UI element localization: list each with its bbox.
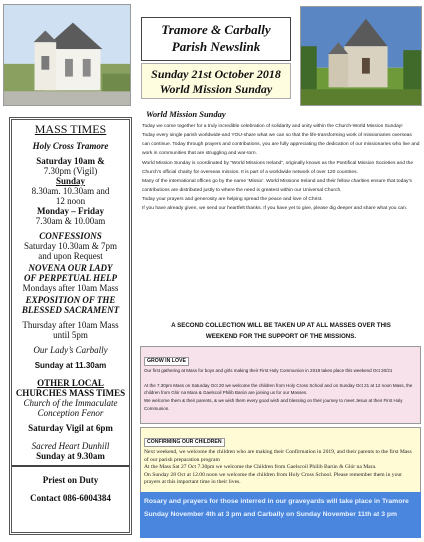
priest-on-duty-section xyxy=(12,465,129,503)
occasion-line: World Mission Sunday xyxy=(159,82,273,96)
title-line-1: Tramore & Carbally xyxy=(161,22,271,37)
fenor-church-2: Conception Fenor xyxy=(37,408,104,418)
exposition-time: Thursday after 10am Mass xyxy=(22,320,119,330)
carbally-time: Sunday at 11.30am xyxy=(34,361,107,370)
exposition-label: EXPOSITION OF THE xyxy=(25,295,116,305)
rosary-notice: Rosary and prayers for those interred in our graveyards will take place in Tramore Sunday November 4th at 3 pm and Carbally on Sunday November 11th at 3 pm xyxy=(140,492,421,538)
confirming-title: CONFIRMING OUR CHILDREN xyxy=(144,438,225,447)
article-paragraph: If you have already given, we send our heartfelt thanks. If you have yet to give, please dig deeper and share what you can. xyxy=(142,206,408,212)
weekday-times: 7.30am & 10.00am xyxy=(35,216,106,226)
saturday-times: 7.30pm (Vigil) xyxy=(43,166,98,176)
confirming-paragraph: Next weekend, we welcome the children who are making their Confirmation in 2019, and their parents to the first Mass of our parish preparation program xyxy=(144,449,412,463)
exposition-label-2: BLESSED SACRAMENT xyxy=(21,305,120,315)
sunday-label: Sunday xyxy=(55,176,86,186)
date-line: Sunday 21st October 2018 xyxy=(151,67,281,81)
fenor-time: Saturday Vigil at 6pm xyxy=(28,423,113,433)
article-paragraph: Today every single parish worldwide-and YOU-share what we can so that the life-transforming work of missionaries overseas can continue. Today through prayers and contributions, you are fully appreciating the dedication of our missionaries who live and work in communities that are struggling and war-torn. xyxy=(142,133,420,157)
weekday-label: Monday – Friday xyxy=(36,206,104,216)
novena-label-2: OF PERPETUAL HELP xyxy=(23,273,117,283)
dunhill-church: Sacred Heart Dunhill xyxy=(31,441,110,451)
exposition-time-2: until 5pm xyxy=(53,330,88,340)
saturday-label: Saturday 10am & xyxy=(36,156,105,166)
grow-in-love-paragraph: Our first gathering at Mass for boys and girls making their First Holy Communion in 2019 takes place this weekend Oct 20/21 xyxy=(144,368,393,373)
grow-in-love-paragraph: We welcome them & their parents, & we wish them every good wish and blessing on their journey to meet Jesus at their First Holy Communion. xyxy=(144,398,403,411)
article-title: World Mission Sunday xyxy=(146,109,226,119)
grow-in-love-title: GROW IN LOVE xyxy=(144,357,189,366)
article-paragraph: World Mission Sunday is coordinated by “World Missions Ireland”, originally known as the Pontifical Mission Societies and the Church’s official charity for overseas mission. It is part of a worldwide network of over 120 countries. xyxy=(142,160,414,175)
article-body xyxy=(142,122,420,214)
confessions-times-2: and upon Request xyxy=(38,251,103,261)
article-paragraph: Many of the international offices go by the name ‘Missio’. World Missions Ireland and their fellow charities ensure that today’s contributions are distributed justly to where the need is greatest within our Universal Church. xyxy=(142,178,412,194)
church-photo-right xyxy=(300,6,422,106)
grow-in-love-box xyxy=(140,346,421,424)
sunday-times: 8.30am. 10.30am and xyxy=(31,186,110,196)
article-paragraph: Today we come together for a truly incredible celebration of solidarity and unity within the Church-World Mission Sunday! xyxy=(142,124,403,129)
church-photo-left xyxy=(3,4,131,106)
article-paragraph: Today your prayers and generosity are helping spread the peace and love of Christ. xyxy=(142,197,323,203)
title-line-2: Parish Newslink xyxy=(171,39,261,54)
confirming-paragraph: At the Mass Sat 27 Oct 7.30pm we welcome the Children from Gaelscoil Philib Barún & Glór na Mara. xyxy=(144,464,377,471)
collection-notice xyxy=(142,320,420,342)
mass-times-heading: MASS TIMES xyxy=(34,122,107,136)
confessions-times: Saturday 10.30am & 7pm xyxy=(24,241,117,251)
confessions-label: CONFESSIONS xyxy=(39,231,102,241)
collection-line-2: WEEKEND FOR THE SUPPORT OF THE MISSIONS. xyxy=(205,333,357,340)
priest-on-duty: Priest on Duty xyxy=(42,475,99,485)
other-churches-label: OTHER LOCAL xyxy=(37,378,104,388)
carbally-label: Our Lady’s Carbally xyxy=(33,345,108,355)
confirming-box xyxy=(140,427,421,493)
dunhill-time: Sunday at 9.30am xyxy=(36,451,105,461)
novena-time: Mondays after 10am Mass xyxy=(22,283,119,293)
grow-in-love-paragraph: At the 7.30pm Mass on Saturday Oct 20 we welcome the children from Holy Cross School and on Sunday Oct 21 at 12 noon Mass, the children from Glór na Mara & Gaelscoil Philib Barún are joining us for our Masses. xyxy=(144,382,413,396)
date-banner xyxy=(141,63,291,99)
contact-number: Contact 086-6004384 xyxy=(30,493,111,503)
sunday-times-2: 12 noon xyxy=(55,196,86,206)
collection-line-1: A SECOND COLLECTION WILL BE TAKEN UP AT ALL MASSES OVER THIS xyxy=(171,322,391,329)
confirming-paragraph: On Sunday 28 Oct at 12.00 noon we welcome the children from Holy Cross School. Please remember them in your prayers at this important time in their lives. xyxy=(144,471,403,486)
mass-times-panel xyxy=(9,117,132,535)
newsletter-title xyxy=(141,17,291,61)
novena-label: NOVENA OUR LADY xyxy=(28,263,113,273)
fenor-church: Church of the Immaculate xyxy=(23,398,118,408)
other-churches-label-2: CHURCHES MASS TIMES xyxy=(15,388,126,398)
church-name: Holy Cross Tramore xyxy=(32,141,109,151)
